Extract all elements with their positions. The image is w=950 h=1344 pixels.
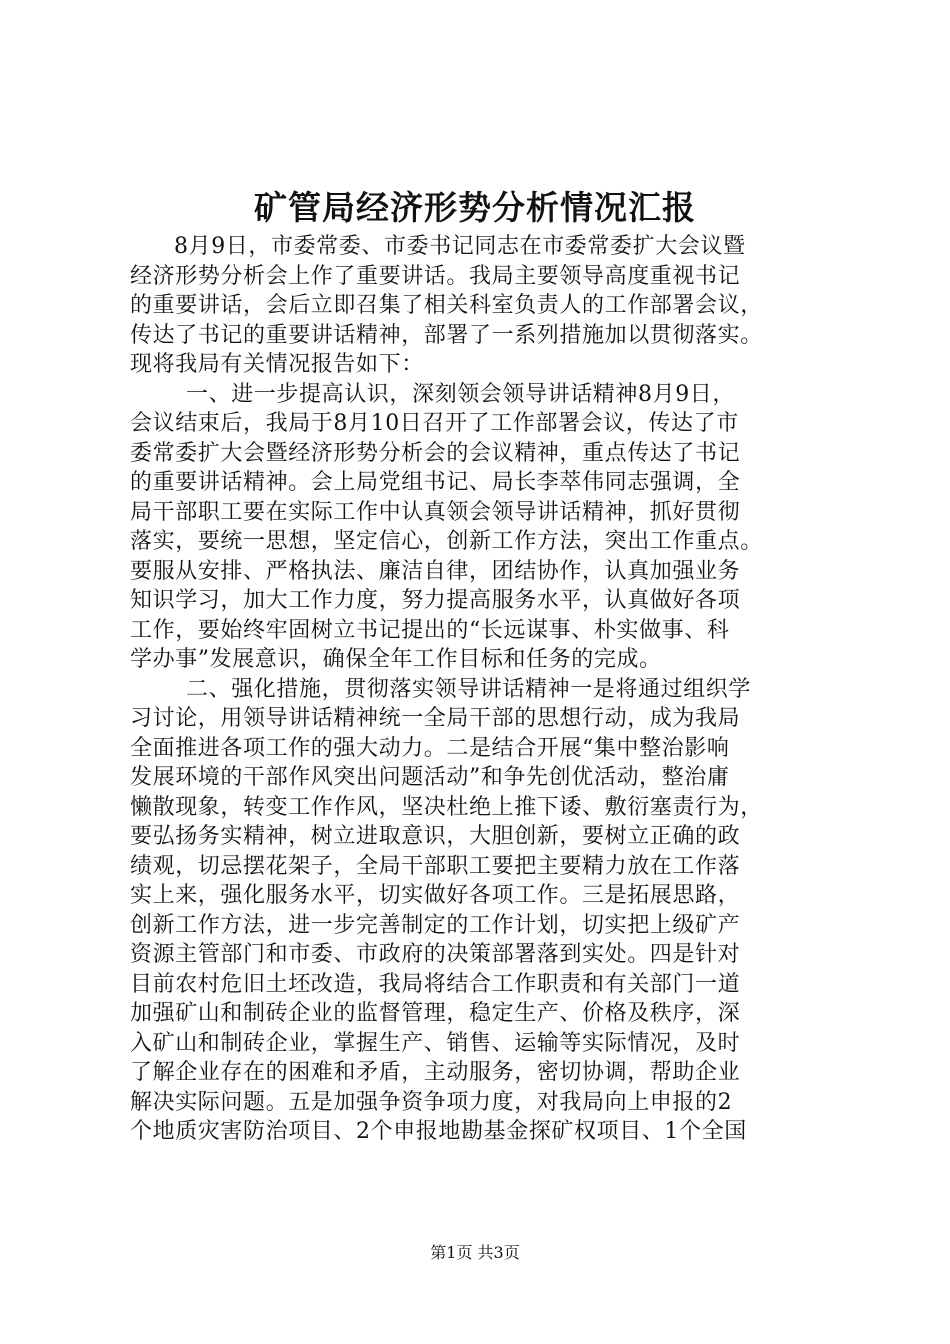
body-line: 的重要讲话精神。会上局党组书记、局长李萃伟同志强调，全 — [130, 470, 741, 495]
page-number-footer: 第1页 共3页 — [430, 1243, 520, 1262]
body-line: 现将我局有关情况报告如下： — [130, 352, 424, 377]
body-line: 入矿山和制砖企业，掌握生产、销售、运输等实际情况，及时 — [130, 1030, 741, 1056]
body-line: 了解企业存在的困难和矛盾，主动服务，密切协调，帮助企业 — [130, 1060, 741, 1085]
body-line: 8月9日，市委常委、市委书记同志在市委常委扩大会议暨 — [174, 234, 746, 259]
body-line: 会议结束后，我局于8月10日召开了工作部署会议，传达了市 — [130, 411, 739, 436]
body-line: 发展环境的干部作风突出问题活动”和争先创优活动，整治庸 — [130, 765, 730, 790]
body-line: 学办事”发展意识，确保全年工作目标和任务的完成。 — [130, 647, 662, 672]
document-title: 矿管局经济形势分析情况汇报 — [254, 188, 696, 227]
body-line: 要服从安排、严格执法、廉洁自律，团结协作，认真加强业务 — [130, 558, 741, 584]
body-line: 绩观，切忌摆花架子，全局干部职工要把主要精力放在工作落 — [130, 853, 741, 879]
body-line: 经济形势分析会上作了重要讲话。我局主要领导高度重视书记 — [130, 263, 741, 289]
body-line: 工作，要始终牢固树立书记提出的“长远谋事、朴实做事、科 — [130, 617, 730, 643]
section-heading-line: 二、强化措施，贯彻落实领导讲话精神一是将通过组织学 — [186, 676, 752, 702]
body-line: 资源主管部门和市委、市政府的决策部署落到实处。四是针对 — [130, 942, 741, 967]
body-line: 实上来，强化服务水平，切实做好各项工作。三是拓展思路， — [130, 883, 741, 908]
body-line: 个地质灾害防治项目、2个申报地勘基金探矿权项目、1个全国 — [130, 1119, 747, 1144]
body-line: 目前农村危旧土坯改造，我局将结合工作职责和有关部门一道 — [130, 971, 741, 997]
body-line: 加强矿山和制砖企业的监督管理，稳定生产、价格及秩序，深 — [130, 1001, 741, 1026]
body-line: 懒散现象，转变工作作风，坚决杜绝上推下诿、敷衍塞责行为， — [130, 794, 763, 820]
body-line: 习讨论，用领导讲话精神统一全局干部的思想行动，成为我局 — [130, 706, 741, 731]
section-heading-line: 一、进一步提高认识，深刻领会领导讲话精神8月9日， — [186, 381, 735, 407]
body-line: 创新工作方法，进一步完善制定的工作计划，切实把上级矿产 — [130, 912, 741, 938]
body-line: 要弘扬务实精神，树立进取意识，大胆创新，要树立正确的政 — [130, 824, 741, 849]
document-body — [130, 232, 850, 1147]
body-line: 局干部职工要在实际工作中认真领会领导讲话精神，抓好贯彻 — [130, 499, 741, 525]
body-line: 落实，要统一思想，坚定信心，创新工作方法，突出工作重点。 — [130, 529, 763, 554]
body-line: 委常委扩大会暨经济形势分析会的会议精神，重点传达了书记 — [130, 440, 741, 466]
body-line: 全面推进各项工作的强大动力。二是结合开展“集中整治影响 — [130, 735, 730, 761]
body-line: 传达了书记的重要讲话精神，部署了一系列措施加以贯彻落实。 — [130, 322, 763, 348]
body-line: 知识学习，加大工作力度，努力提高服务水平，认真做好各项 — [130, 588, 741, 613]
body-line: 解决实际问题。五是加强争资争项力度，对我局向上申报的2 — [130, 1089, 733, 1115]
body-line: 的重要讲话，会后立即召集了相关科室负责人的工作部署会议， — [130, 293, 763, 318]
